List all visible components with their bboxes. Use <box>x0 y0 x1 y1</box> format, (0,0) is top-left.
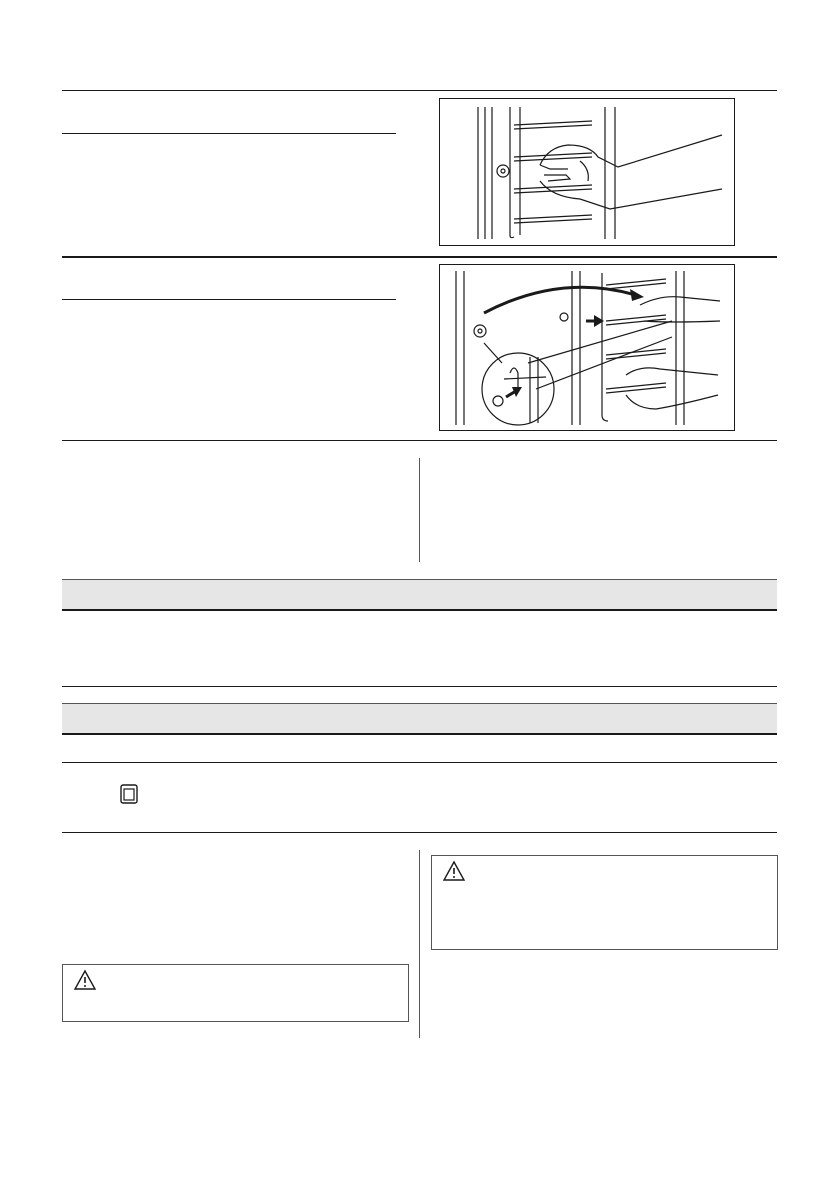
oven-icon <box>120 784 138 809</box>
shelf-support-installation-illustration <box>440 265 734 430</box>
shelf-support-removal-illustration <box>440 99 734 245</box>
step2-underline <box>62 299 396 300</box>
shelf-support-removal-figure <box>439 98 735 246</box>
section-banner-2 <box>62 703 777 735</box>
section-banner-1 <box>62 579 777 611</box>
shelf-support-installation-figure <box>439 264 735 431</box>
step1-underline <box>62 133 396 134</box>
warning-box-left <box>62 964 409 1022</box>
table-rule-top <box>62 762 777 763</box>
column-divider-2 <box>419 850 420 1038</box>
section-rule-1 <box>62 440 777 441</box>
section-rule-2 <box>62 686 777 687</box>
warning-triangle-icon <box>442 860 466 887</box>
column-divider-1 <box>419 458 420 562</box>
step-divider <box>62 256 777 258</box>
top-rule <box>62 90 777 91</box>
table-rule-bottom <box>62 832 777 833</box>
warning-box-right <box>431 855 778 950</box>
warning-triangle-icon <box>73 969 97 996</box>
